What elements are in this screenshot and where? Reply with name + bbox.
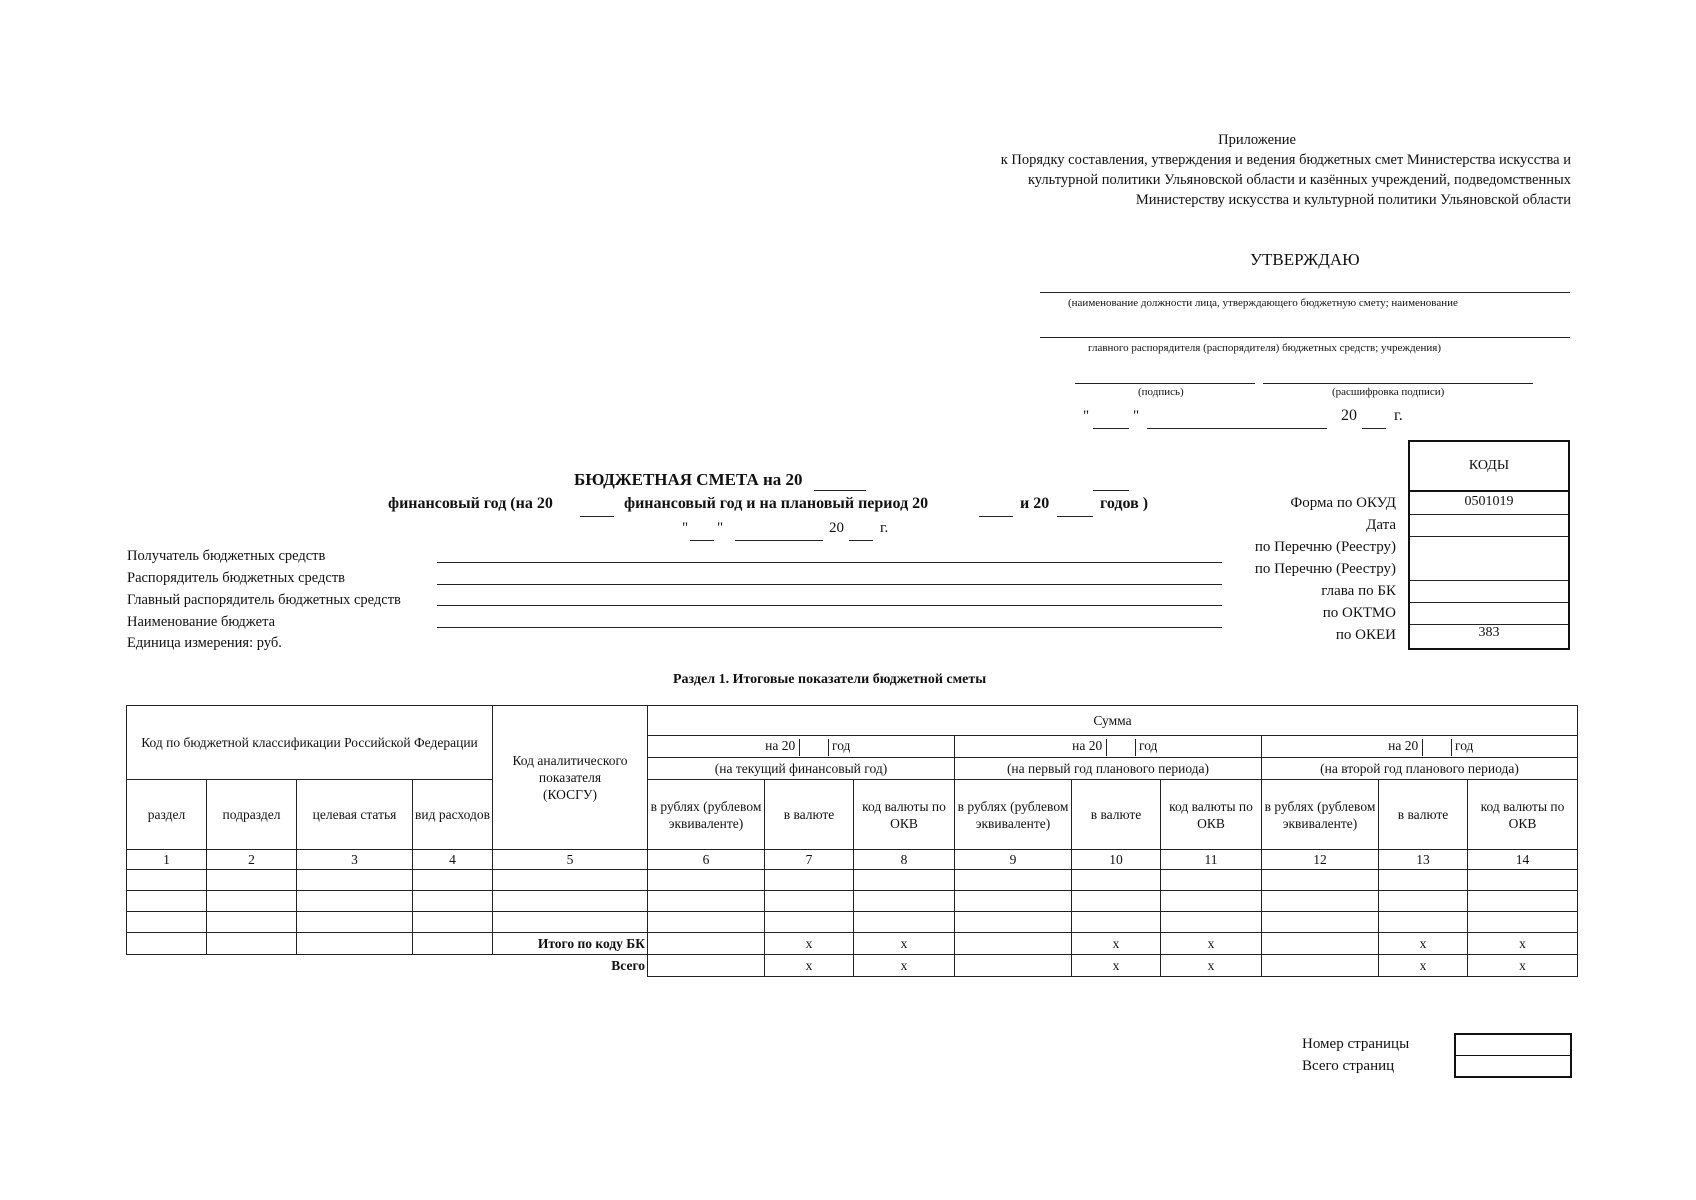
sum-header: Сумма	[648, 706, 1578, 736]
col-number-10: 10	[1072, 850, 1161, 870]
col-target-item: целевая статья	[297, 780, 413, 850]
appendix-title: Приложение	[1218, 132, 1296, 148]
codes-column	[1408, 490, 1570, 650]
col-section: раздел	[127, 780, 207, 850]
year-prefix-current: на 20	[765, 738, 796, 754]
col-rub-current: в рублях (рублевом эквиваленте)	[648, 780, 765, 850]
approval-year-prefix: 20	[1341, 407, 1357, 424]
year-box-second	[1422, 739, 1452, 756]
x-mark: x	[1072, 933, 1161, 955]
label-unit: Единица измерения: руб.	[127, 635, 282, 651]
col-number-1: 1	[127, 850, 207, 870]
table-row	[127, 912, 1578, 933]
code-label-registry-1: по Перечню (Реестру)	[1254, 539, 1396, 555]
document-title: БЮДЖЕТНАЯ СМЕТА на 20	[574, 470, 803, 489]
title-line2-a: финансовый год (на 20	[388, 495, 553, 512]
manager-line	[437, 584, 1222, 585]
col-number-3: 3	[297, 850, 413, 870]
title-date-year-line	[849, 540, 873, 541]
code-label-oktmo: по ОКТМО	[1322, 605, 1396, 621]
title-line2-c: и 20	[1020, 495, 1050, 512]
col-number-11: 11	[1161, 850, 1262, 870]
chief-manager-line	[437, 605, 1222, 606]
year-cell-second	[1262, 736, 1578, 758]
page-number-label: Номер страницы	[1302, 1036, 1410, 1052]
title-date-quote-open: "	[682, 520, 689, 536]
title-extra-line	[1093, 490, 1129, 491]
year-cell-current	[648, 736, 955, 758]
approval-date-quote-close: "	[1133, 408, 1140, 424]
title-date-quote-close: "	[717, 520, 724, 536]
code-label-okud: Форма по ОКУД	[1290, 495, 1396, 511]
title-date-suffix: г.	[880, 520, 889, 536]
page-number-box	[1454, 1033, 1572, 1078]
kosgu-header-b: (КОСГУ)	[543, 787, 597, 802]
period-second: (на второй год планового периода)	[1262, 758, 1578, 780]
col-rub-first: в рублях (рублевом эквиваленте)	[955, 780, 1072, 850]
year-suffix-current: год	[832, 738, 851, 754]
approver-position-line	[1040, 292, 1570, 293]
approval-heading: УТВЕРЖДАЮ	[1250, 250, 1360, 269]
approver-org-line	[1040, 337, 1570, 338]
year-box-first	[1106, 739, 1136, 756]
col-okv-current: код валюты по ОКВ	[854, 780, 955, 850]
x-mark: x	[854, 955, 955, 977]
total-bk-row	[127, 933, 1578, 955]
signature-caption: (подпись)	[1138, 386, 1184, 398]
col-expense-type: вид расходов	[413, 780, 493, 850]
signature-decoding-caption: (расшифровка подписи)	[1332, 386, 1445, 398]
year-suffix-first: год	[1139, 738, 1158, 754]
approval-caption-2: главного распорядителя (распорядителя) бюджетных средств; учреждения)	[1088, 342, 1442, 354]
period-current: (на текущий финансовый год)	[648, 758, 955, 780]
col-subsection: подраздел	[207, 780, 297, 850]
total-pages-label: Всего страниц	[1302, 1058, 1395, 1074]
grand-total-label: Всего	[493, 955, 648, 977]
x-mark: x	[765, 933, 854, 955]
table-row	[127, 891, 1578, 912]
okei-value: 383	[1478, 625, 1500, 640]
col-number-8: 8	[854, 850, 955, 870]
section-title: Раздел 1. Итоговые показатели бюджетной сметы	[673, 672, 987, 687]
budget-table	[126, 705, 1578, 977]
year-prefix-second: на 20	[1388, 738, 1419, 754]
kbk-header: Код по бюджетной классификации Российской Федерации	[127, 706, 493, 780]
total-bk-label: Итого по коду БК	[493, 933, 648, 955]
approval-day-line	[1093, 428, 1129, 429]
x-mark: x	[1468, 955, 1578, 977]
label-recipient: Получатель бюджетных средств	[127, 548, 326, 564]
label-chief-manager: Главный распорядитель бюджетных средств	[127, 592, 401, 608]
recipient-line	[437, 562, 1222, 563]
year-box-current	[799, 739, 829, 756]
x-mark: x	[765, 955, 854, 977]
col-number-4: 4	[413, 850, 493, 870]
column-numbers-row	[127, 850, 1578, 870]
approval-caption-1: (наименование должности лица, утверждающего бюджетную смету; наименование	[1068, 297, 1458, 309]
appendix-block	[1001, 130, 1571, 210]
col-okv-second: код валюты по ОКВ	[1468, 780, 1578, 850]
x-mark: x	[1379, 955, 1468, 977]
col-number-14: 14	[1468, 850, 1578, 870]
title-day-line	[690, 540, 714, 541]
col-number-6: 6	[648, 850, 765, 870]
year-suffix-second: год	[1455, 738, 1474, 754]
grand-total-row	[127, 955, 1578, 977]
table-row	[127, 870, 1578, 891]
appendix-line-3: Министерству искусства и культурной политики Ульяновской области	[1135, 192, 1571, 208]
year-prefix-first: на 20	[1072, 738, 1103, 754]
approval-year-suffix: г.	[1394, 407, 1403, 424]
kosgu-header-a: Код аналитического показателя	[512, 753, 628, 785]
x-mark: x	[1161, 955, 1262, 977]
signature-decoding-line	[1263, 383, 1533, 384]
codes-header: КОДЫ	[1408, 440, 1570, 491]
title-line2-year3	[1057, 516, 1093, 517]
okud-value: 0501019	[1464, 494, 1514, 509]
col-rub-second: в рублях (рублевом эквиваленте)	[1262, 780, 1379, 850]
col-currency-current: в валюте	[765, 780, 854, 850]
col-number-5: 5	[493, 850, 648, 870]
col-number-7: 7	[765, 850, 854, 870]
period-first: (на первый год планового периода)	[955, 758, 1262, 780]
label-budget-name: Наименование бюджета	[127, 614, 276, 630]
code-label-okei: по ОКЕИ	[1335, 627, 1396, 643]
title-year-line	[814, 490, 866, 491]
col-currency-first: в валюте	[1072, 780, 1161, 850]
appendix-line-2: культурной политики Ульяновской области и казённых учреждений, подведомственных	[1027, 172, 1571, 188]
title-line2-d: годов )	[1100, 495, 1149, 512]
signature-line	[1075, 383, 1255, 384]
approval-year-line	[1362, 428, 1386, 429]
col-number-2: 2	[207, 850, 297, 870]
col-number-12: 12	[1262, 850, 1379, 870]
approval-date-quote-open: "	[1083, 408, 1090, 424]
approval-month-line	[1147, 428, 1327, 429]
title-line2-year2	[979, 516, 1013, 517]
kosgu-header	[493, 706, 648, 850]
appendix-line-1: к Порядку составления, утверждения и ведения бюджетных смет Министерства искусства и	[1000, 152, 1571, 168]
title-line2-b: финансовый год и на плановый период 20	[624, 495, 929, 512]
x-mark: x	[1072, 955, 1161, 977]
year-cell-first	[955, 736, 1262, 758]
title-date-year: 20	[829, 520, 844, 536]
col-number-9: 9	[955, 850, 1072, 870]
code-label-date: Дата	[1366, 517, 1396, 533]
col-okv-first: код валюты по ОКВ	[1161, 780, 1262, 850]
col-number-13: 13	[1379, 850, 1468, 870]
x-mark: x	[1468, 933, 1578, 955]
code-label-bk: глава по БК	[1321, 583, 1396, 599]
title-line2-year1	[580, 516, 614, 517]
label-manager: Распорядитель бюджетных средств	[127, 570, 346, 586]
x-mark: x	[1379, 933, 1468, 955]
title-month-line	[735, 540, 823, 541]
x-mark: x	[854, 933, 955, 955]
col-currency-second: в валюте	[1379, 780, 1468, 850]
code-label-registry-2: по Перечню (Реестру)	[1254, 561, 1396, 577]
budget-name-line	[437, 627, 1222, 628]
x-mark: x	[1161, 933, 1262, 955]
